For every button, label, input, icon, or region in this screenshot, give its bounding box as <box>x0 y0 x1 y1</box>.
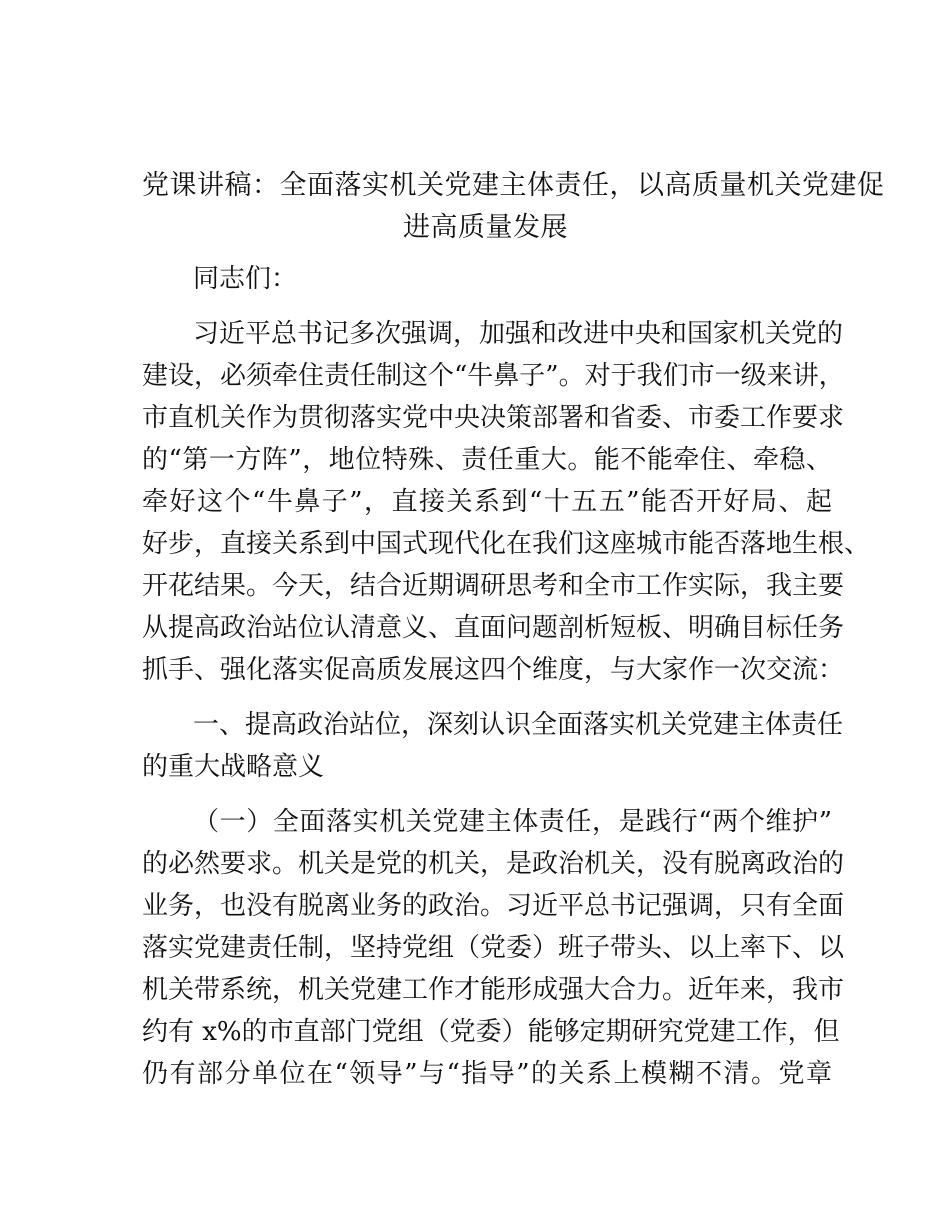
paragraph2-line-4: 落实党建责任制，坚持党组（党委）班子带头、以上率下、以 <box>142 933 845 963</box>
paragraph1-line-9: 抓手、强化落实促高质发展这四个维度，与大家作一次交流： <box>142 655 845 685</box>
paragraph2-line-7: 仍有部分单位在“领导”与“指导”的关系上模糊不清。党章 <box>142 1059 832 1089</box>
heading1-line-1: 一、提高政治站位，深刻认识全面落实机关党建主体责任 <box>193 710 844 740</box>
paragraph2-line-2: 的必然要求。机关是党的机关，是政治机关，没有脱离政治的 <box>142 849 845 879</box>
document-title-line-2: 进高质量发展 <box>403 212 568 243</box>
paragraph1-line-4: 的“第一方阵”，地位特殊、责任重大。能不能牵住、牵稳、 <box>142 445 832 475</box>
salutation: 同志们： <box>193 264 298 294</box>
paragraph1-line-6: 好步，直接关系到中国式现代化在我们这座城市能否落地生根、 <box>142 529 871 559</box>
heading1-line-2: 的重大战略意义 <box>142 752 325 782</box>
paragraph1-line-8: 从提高政治站位认清意义、直面问题剖析短板、明确目标任务 <box>142 613 845 643</box>
paragraph1-line-5: 牵好这个“牛鼻子”，直接关系到“十五五”能否开好局、起 <box>142 487 832 517</box>
paragraph1-line-7: 开花结果。今天，结合近期调研思考和全市工作实际，我主要 <box>142 571 845 601</box>
paragraph2-line-3: 业务，也没有脱离业务的政治。习近平总书记强调，只有全面 <box>142 891 845 921</box>
paragraph2-line-1: （一）全面落实机关党建主体责任，是践行“两个维护” <box>193 807 832 837</box>
paragraph2-line-6: 约有 x%的市直部门党组（党委）能够定期研究党建工作，但 <box>142 1017 840 1047</box>
paragraph2-line-5: 机关带系统，机关党建工作才能形成强大合力。近年来，我市 <box>142 975 845 1005</box>
paragraph1-line-2: 建设，必须牵住责任制这个“牛鼻子”。对于我们市一级来讲， <box>142 361 845 391</box>
paragraph1-line-3: 市直机关作为贯彻落实党中央决策部署和省委、市委工作要求 <box>142 403 845 433</box>
paragraph1-line-1: 习近平总书记多次强调，加强和改进中央和国家机关党的 <box>193 319 844 349</box>
document-title-line-1: 党课讲稿：全面落实机关党建主体责任，以高质量机关党建促 <box>142 170 885 201</box>
